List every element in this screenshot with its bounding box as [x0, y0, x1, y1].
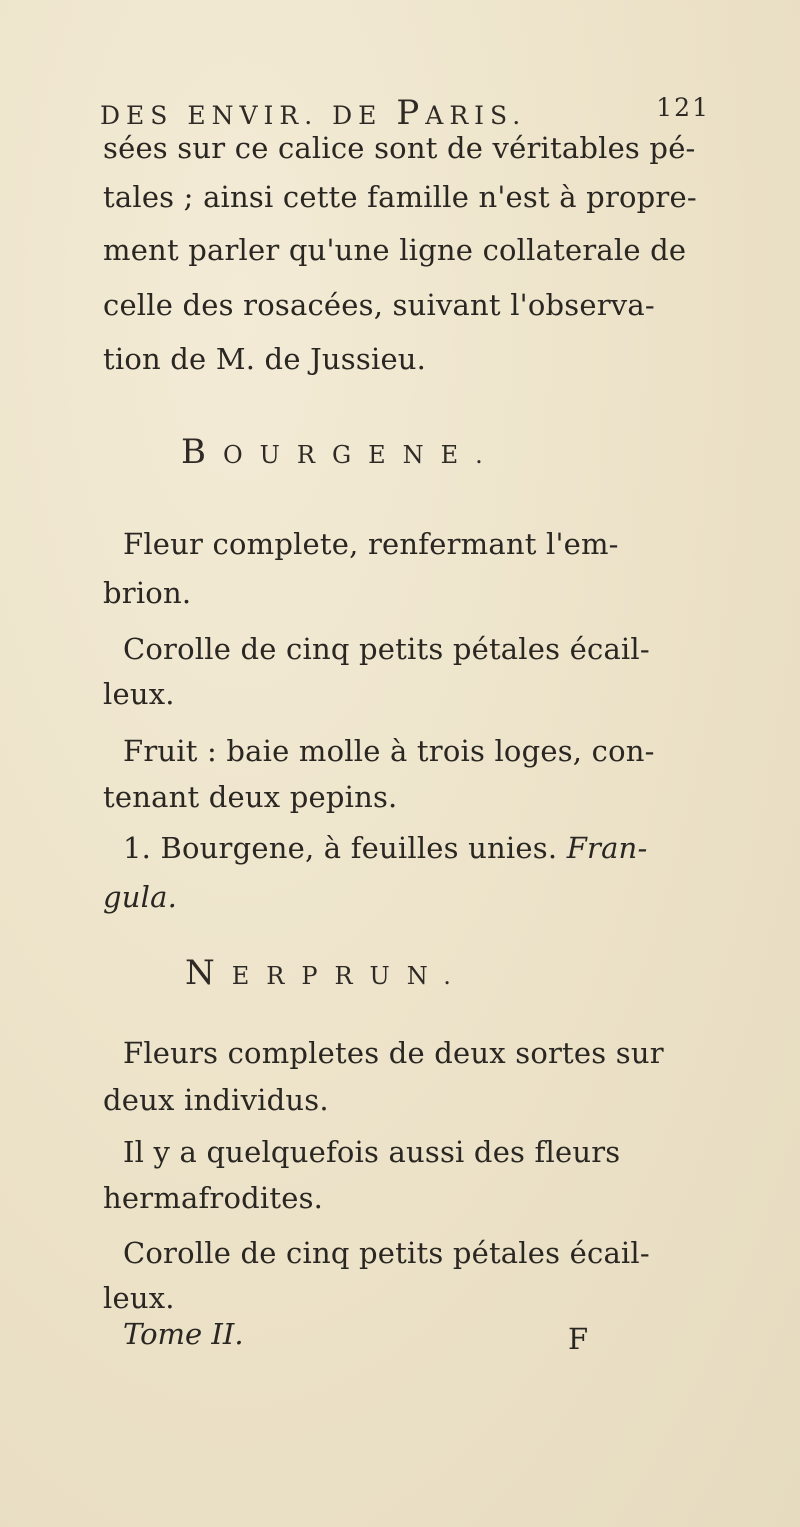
running-head-text-1: DES ENVIR. DE	[100, 101, 397, 130]
text-line: sées sur ce calice sont de véritables pé-	[103, 131, 696, 165]
text-line: tion de M. de Jussieu.	[103, 342, 427, 376]
latin-name: Fran-	[566, 831, 648, 865]
heading-rest: ERPRUN.	[231, 962, 468, 990]
text-line: Fruit : baie molle à trois loges, con-	[123, 734, 655, 768]
latin-name-continued: gula.	[103, 880, 178, 914]
text-line: tenant deux pepins.	[103, 780, 398, 814]
heading-rest: OURGENE.	[223, 441, 500, 469]
species-entry: 1. Bourgene, à feuilles unies.	[123, 831, 567, 865]
text-line: ment parler qu'une ligne collaterale de	[103, 233, 687, 267]
text-line: tales ; ainsi cette famille n'est à propre-	[103, 180, 697, 214]
running-head	[100, 93, 710, 133]
text-line: Fleur complete, renfermant l'em-	[123, 527, 619, 561]
text-line: brion.	[103, 576, 192, 610]
section-heading-bourgene	[181, 432, 500, 472]
text-line: leux.	[103, 677, 175, 711]
text-line: leux.	[103, 1281, 175, 1315]
page-number: 121	[656, 93, 710, 122]
text-line: celle des rosacées, suivant l'observa-	[103, 288, 655, 322]
heading-initial: B	[181, 432, 223, 472]
section-heading-nerprun	[185, 953, 468, 993]
text-line: deux individus.	[103, 1083, 329, 1117]
text-line: Corolle de cinq petits pétales écail-	[123, 632, 650, 666]
text-line: Il y a quelquefois aussi des fleurs	[123, 1135, 621, 1169]
text-line: hermafrodites.	[103, 1181, 324, 1215]
text-line	[123, 831, 647, 865]
running-head-text-2: ARIS.	[425, 101, 527, 130]
heading-initial: N	[185, 953, 232, 993]
text-line: Corolle de cinq petits pétales écail-	[123, 1236, 650, 1270]
volume-line: Tome II.	[123, 1317, 244, 1351]
running-head-big-letter: P	[396, 93, 426, 133]
text-line: Fleurs completes de deux sortes sur	[123, 1036, 664, 1070]
signature-mark: F	[568, 1322, 589, 1356]
